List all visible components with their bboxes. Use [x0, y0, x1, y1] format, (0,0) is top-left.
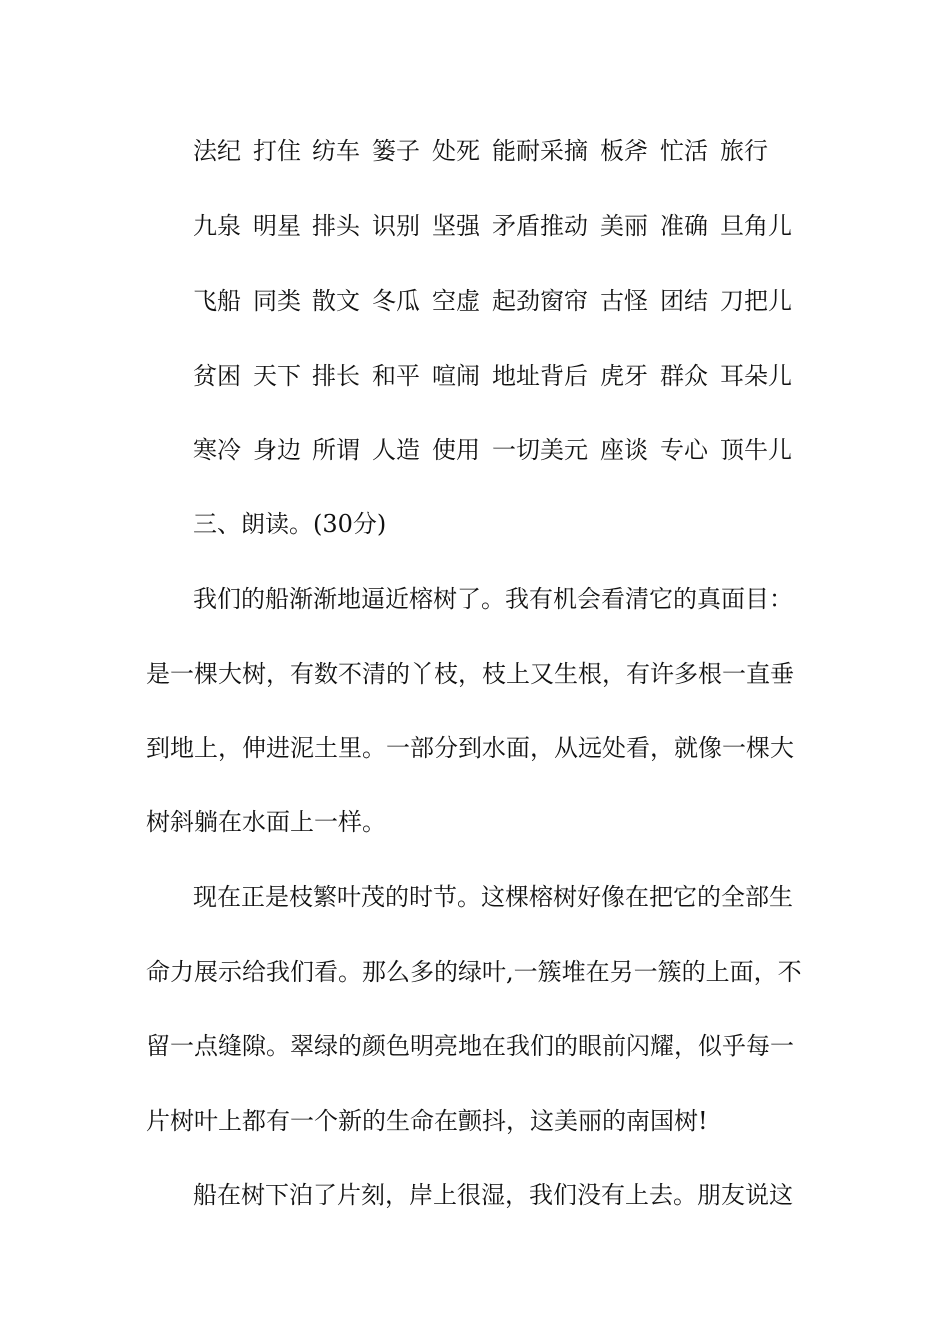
vocabulary-word: 篓子: [372, 137, 420, 165]
vocabulary-word: 冬瓜: [372, 287, 420, 315]
vocabulary-word: 空虚: [432, 287, 480, 315]
passage-line: 留一点缝隙。翠绿的颜色明亮地在我们的眼前闪耀，似乎每一: [146, 1032, 794, 1060]
passage-line: 片树叶上都有一个新的生命在颤抖，这美丽的南国树!: [146, 1107, 708, 1135]
vocabulary-word: 一切美元: [492, 436, 588, 464]
vocabulary-word: 矛盾推动: [492, 212, 588, 240]
vocabulary-word: 身边: [253, 436, 301, 464]
passage-line: 到地上，伸进泥土里。一部分到水面，从远处看，就像一棵大: [146, 734, 794, 762]
vocabulary-word: 和平: [372, 362, 420, 390]
vocabulary-word: 同类: [253, 287, 301, 315]
vocabulary-word: 准确: [660, 212, 708, 240]
vocabulary-word: 古怪: [600, 287, 648, 315]
vocabulary-word: 刀把儿: [720, 287, 792, 315]
section-heading: 三、朗读。(30分): [193, 510, 387, 538]
passage-line: 树斜躺在水面上一样。: [146, 808, 386, 836]
vocabulary-word: 坚强: [432, 212, 480, 240]
vocabulary-word: 美丽: [600, 212, 648, 240]
vocabulary-word: 使用: [432, 436, 480, 464]
vocabulary-word: 寒冷: [193, 436, 241, 464]
vocabulary-word: 处死: [432, 137, 480, 165]
vocabulary-word: 虎牙: [600, 362, 648, 390]
vocabulary-word: 人造: [372, 436, 420, 464]
vocabulary-word: 顶牛儿: [720, 436, 792, 464]
vocabulary-word: 贫困: [193, 362, 241, 390]
vocabulary-word: 耳朵儿: [720, 362, 792, 390]
vocabulary-word: 所谓: [312, 436, 360, 464]
vocabulary-word: 团结: [660, 287, 708, 315]
vocabulary-word: 群众: [660, 362, 708, 390]
vocabulary-word: 忙活: [660, 137, 708, 165]
vocabulary-word: 能耐采摘: [492, 137, 588, 165]
passage-line: 命力展示给我们看。那么多的绿叶,一簇堆在另一簇的上面，不: [146, 958, 802, 986]
vocabulary-word: 识别: [372, 212, 420, 240]
vocabulary-word: 板斧: [600, 137, 648, 165]
vocabulary-word: 专心: [660, 436, 708, 464]
vocabulary-word: 九泉: [193, 212, 241, 240]
vocabulary-word: 天下: [253, 362, 301, 390]
vocabulary-word: 排长: [312, 362, 360, 390]
vocabulary-word: 地址背后: [492, 362, 588, 390]
vocabulary-word: 喧闹: [432, 362, 480, 390]
passage-line: 船在树下泊了片刻，岸上很湿，我们没有上去。朋友说这: [193, 1181, 793, 1209]
passage-line: 是一棵大树，有数不清的丫枝，枝上又生根，有许多根一直垂: [146, 660, 794, 688]
vocabulary-word: 明星: [253, 212, 301, 240]
vocabulary-word: 旅行: [720, 137, 768, 165]
passage-line: 我们的船渐渐地逼近榕树了。我有机会看清它的真面目：: [193, 585, 793, 613]
passage-line: 现在正是枝繁叶茂的时节。这棵榕树好像在把它的全部生: [193, 883, 793, 911]
vocabulary-word: 旦角儿: [720, 212, 792, 240]
vocabulary-word: 起劲窗帘: [492, 287, 588, 315]
vocabulary-word: 法纪: [193, 137, 241, 165]
vocabulary-word: 排头: [312, 212, 360, 240]
vocabulary-word: 散文: [312, 287, 360, 315]
vocabulary-word: 纺车: [312, 137, 360, 165]
vocabulary-word: 座谈: [600, 436, 648, 464]
vocabulary-word: 打住: [253, 137, 301, 165]
vocabulary-word: 飞船: [193, 287, 241, 315]
